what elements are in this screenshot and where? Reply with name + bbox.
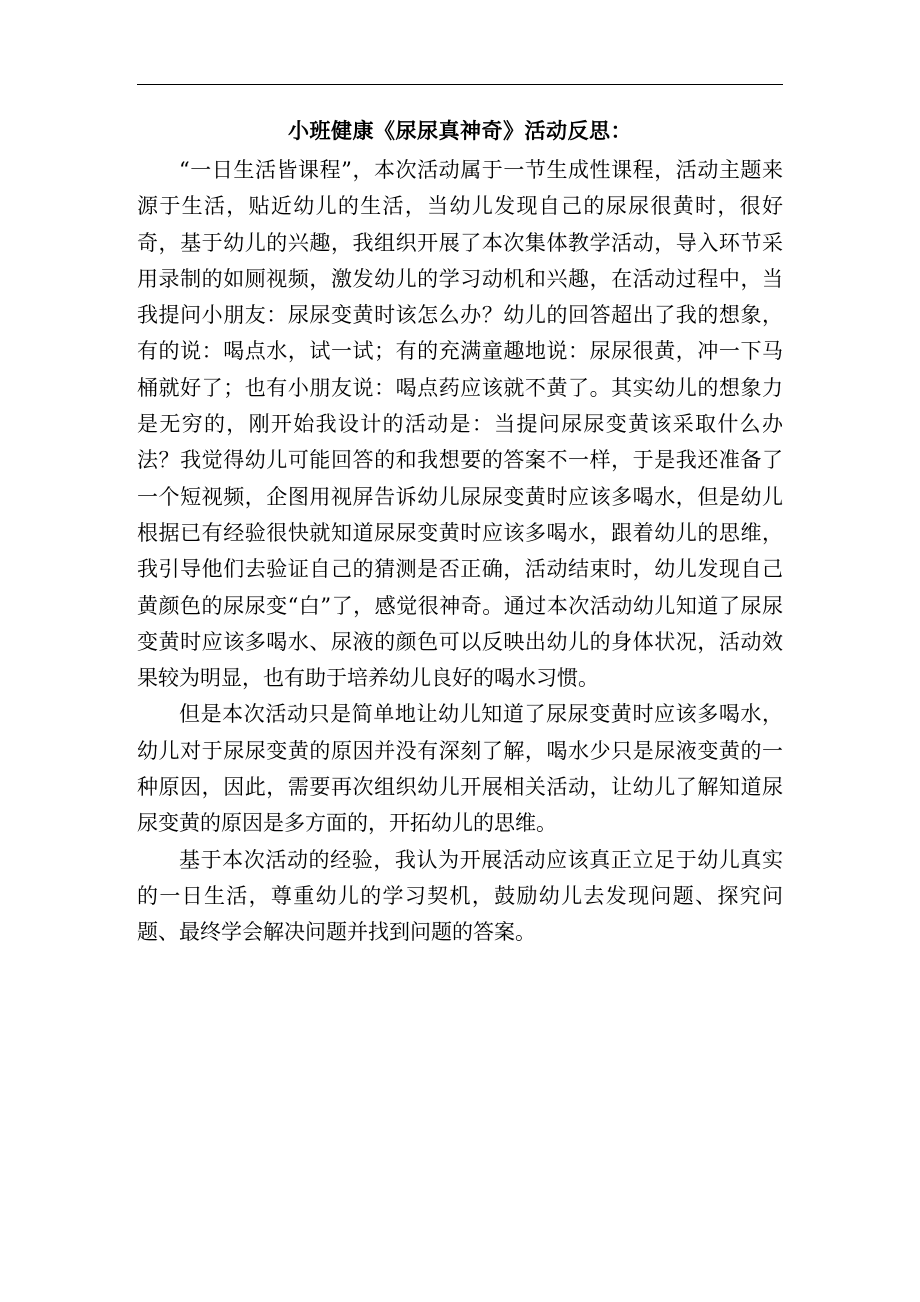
paragraph-2: 但是本次活动只是简单地让幼儿知道了尿尿变黄时应该多喝水，幼儿对于尿尿变黄的原因并没有深刻了解，喝水少只是尿液变黄的一种原因，因此，需要再次组织幼儿开展相关活动，让幼儿了解知道尿尿变黄的原因是多方面的，开拓幼儿的思维。 — [137, 702, 783, 836]
document-title: 小班健康《尿尿真神奇》活动反思： — [288, 118, 632, 143]
paragraph-3: 基于本次活动的经验，我认为开展活动应该真正立足于幼儿真实的一日生活，尊重幼儿的学习契机，鼓励幼儿去发现问题、探究问题、最终学会解决问题并找到问题的答案。 — [137, 847, 783, 945]
paragraph-1: “一日生活皆课程”，本次活动属于一节生成性课程，活动主题来源于生活，贴近幼儿的生活，当幼儿发现自己的尿尿很黄时，很好奇，基于幼儿的兴趣，我组织开展了本次集体教学活动，导入环节采用录制的如厕视频，激发幼儿的学习动机和兴趣，在活动过程中，当我提问小朋友：尿尿变黄时该怎么办？幼儿的回答超出了我的想象，有的说：喝点水，试一试；有的充满童趣地说：尿尿很黄，冲一下马桶就好了；也有小朋友说：喝点药应该就不黄了。其实幼儿的想象力是无穷的，刚开始我设计的活动是：当提问尿尿变黄该采取什么办法？我觉得幼儿可能回答的和我想要的答案不一样，于是我还准备了一个短视频，企图用视屏告诉幼儿尿尿变黄时应该多喝水，但是幼儿根据已有经验很快就知道尿尿变黄时应该多喝水，跟着幼儿的思维，我引导他们去验证自己的猜测是否正确，活动结束时，幼儿发现自己黄颜色的尿尿变“白”了，感觉很神奇。通过本次活动幼儿知道了尿尿变黄时应该多喝水、尿液的颜色可以反映出幼儿的身体状况，活动效果较为明显，也有助于培养幼儿良好的喝水习惯。 — [137, 158, 783, 691]
header-rule — [137, 84, 783, 85]
document-body — [137, 112, 783, 951]
